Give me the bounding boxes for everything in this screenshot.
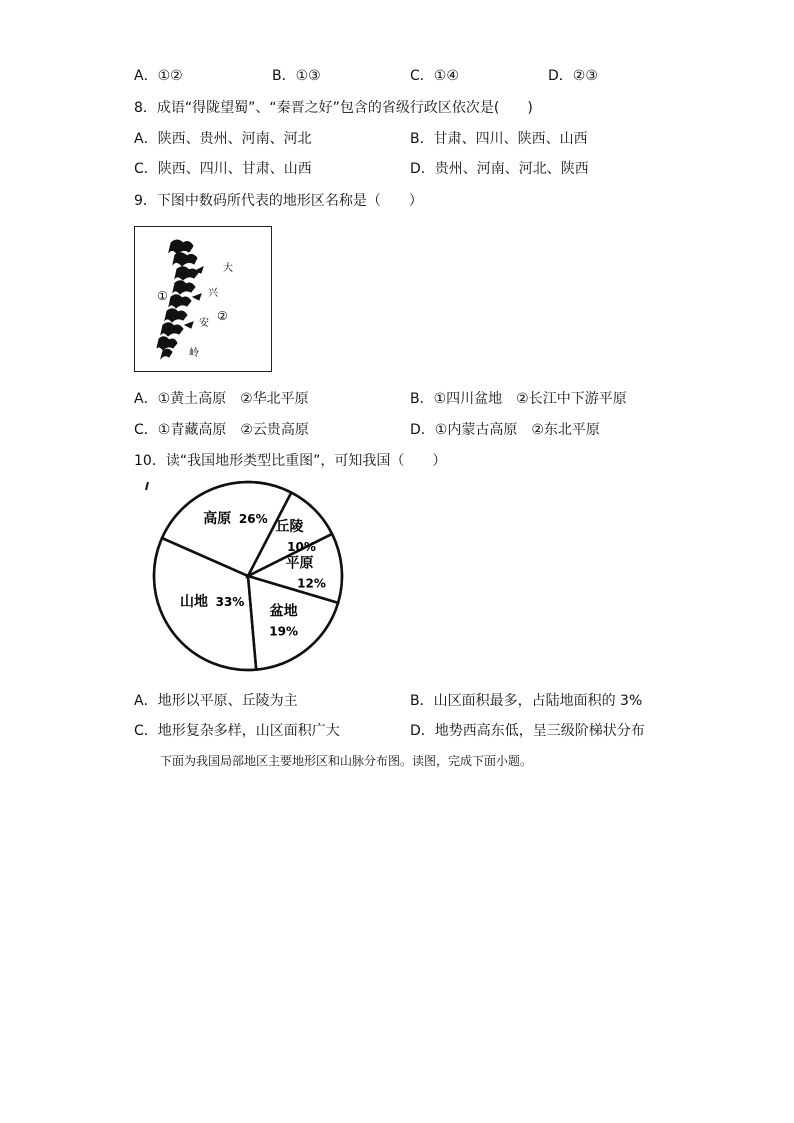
pie-category-label-4: 平原	[285, 555, 314, 572]
q9-map	[134, 226, 272, 372]
q9-option-d[interactable]: D．①内蒙古高原 ②东北平原	[410, 422, 600, 438]
q10-option-a[interactable]: A．地形以平原、丘陵为主	[134, 693, 298, 709]
map-range-char-2: 兴	[208, 288, 218, 299]
pie-value-label-5: 19%	[269, 624, 299, 639]
map-label-2: ②	[217, 309, 228, 323]
map-range-char-4: 岭	[189, 348, 199, 359]
q9-option-b[interactable]: B．①四川盆地 ②长江中下游平原	[410, 391, 627, 407]
pie-value-label-4: 12%	[297, 576, 326, 591]
q9-map-svg	[135, 227, 271, 371]
q10-stem: 10．读“我国地形类型比重图”，可知我国（ ）	[134, 453, 447, 469]
pie-category-label-1: 山地	[179, 594, 208, 611]
q9-option-a[interactable]: A．①黄土高原 ②华北平原	[134, 391, 309, 407]
map-label-1: ①	[157, 289, 168, 303]
q10-option-c[interactable]: C．地形复杂多样，山区面积广大	[134, 723, 340, 739]
corner-mark	[146, 482, 148, 490]
q7-option-a[interactable]: A．①②	[134, 68, 183, 84]
q7-option-c[interactable]: C．①④	[410, 68, 459, 84]
q8-option-b[interactable]: B．甘肃、四川、陕西、山西	[410, 131, 588, 147]
section-note: 下面为我国局部地区主要地形区和山脉分布图。读图，完成下面小题。	[160, 754, 533, 768]
pie-value-label-1: 33%	[215, 595, 245, 610]
q9-stem: 9．下图中数码所代表的地形区名称是（ ）	[134, 193, 423, 209]
terrain-pie-chart	[140, 478, 360, 678]
q8-stem: 8．成语“得陇望蜀”、“秦晋之好”包含的省级行政区依次是( )	[134, 100, 533, 116]
map-range-char-1: 大	[223, 263, 233, 274]
pie-category-label-2: 高原	[203, 510, 232, 527]
pie-value-label-2: 26%	[238, 511, 268, 526]
pie-value-label-3: 10%	[287, 540, 316, 555]
map-range-char-3: 安	[199, 318, 209, 329]
q9-option-c[interactable]: C．①青藏高原 ②云贵高原	[134, 422, 309, 438]
q10-option-d[interactable]: D．地势西高东低，呈三级阶梯状分布	[410, 723, 645, 739]
q8-option-c[interactable]: C．陕西、四川、甘肃、山西	[134, 161, 312, 177]
q8-option-a[interactable]: A．陕西、贵州、河南、河北	[134, 131, 312, 147]
pie-category-label-5: 盆地	[269, 603, 298, 620]
pie-category-label-3: 丘陵	[275, 519, 304, 536]
q7-option-d[interactable]: D．②③	[548, 68, 598, 84]
q10-option-b[interactable]: B．山区面积最多，占陆地面积的 3%	[410, 693, 643, 709]
q7-option-b[interactable]: B．①③	[272, 68, 321, 84]
q8-option-d[interactable]: D．贵州、河南、河北、陕西	[410, 161, 589, 177]
